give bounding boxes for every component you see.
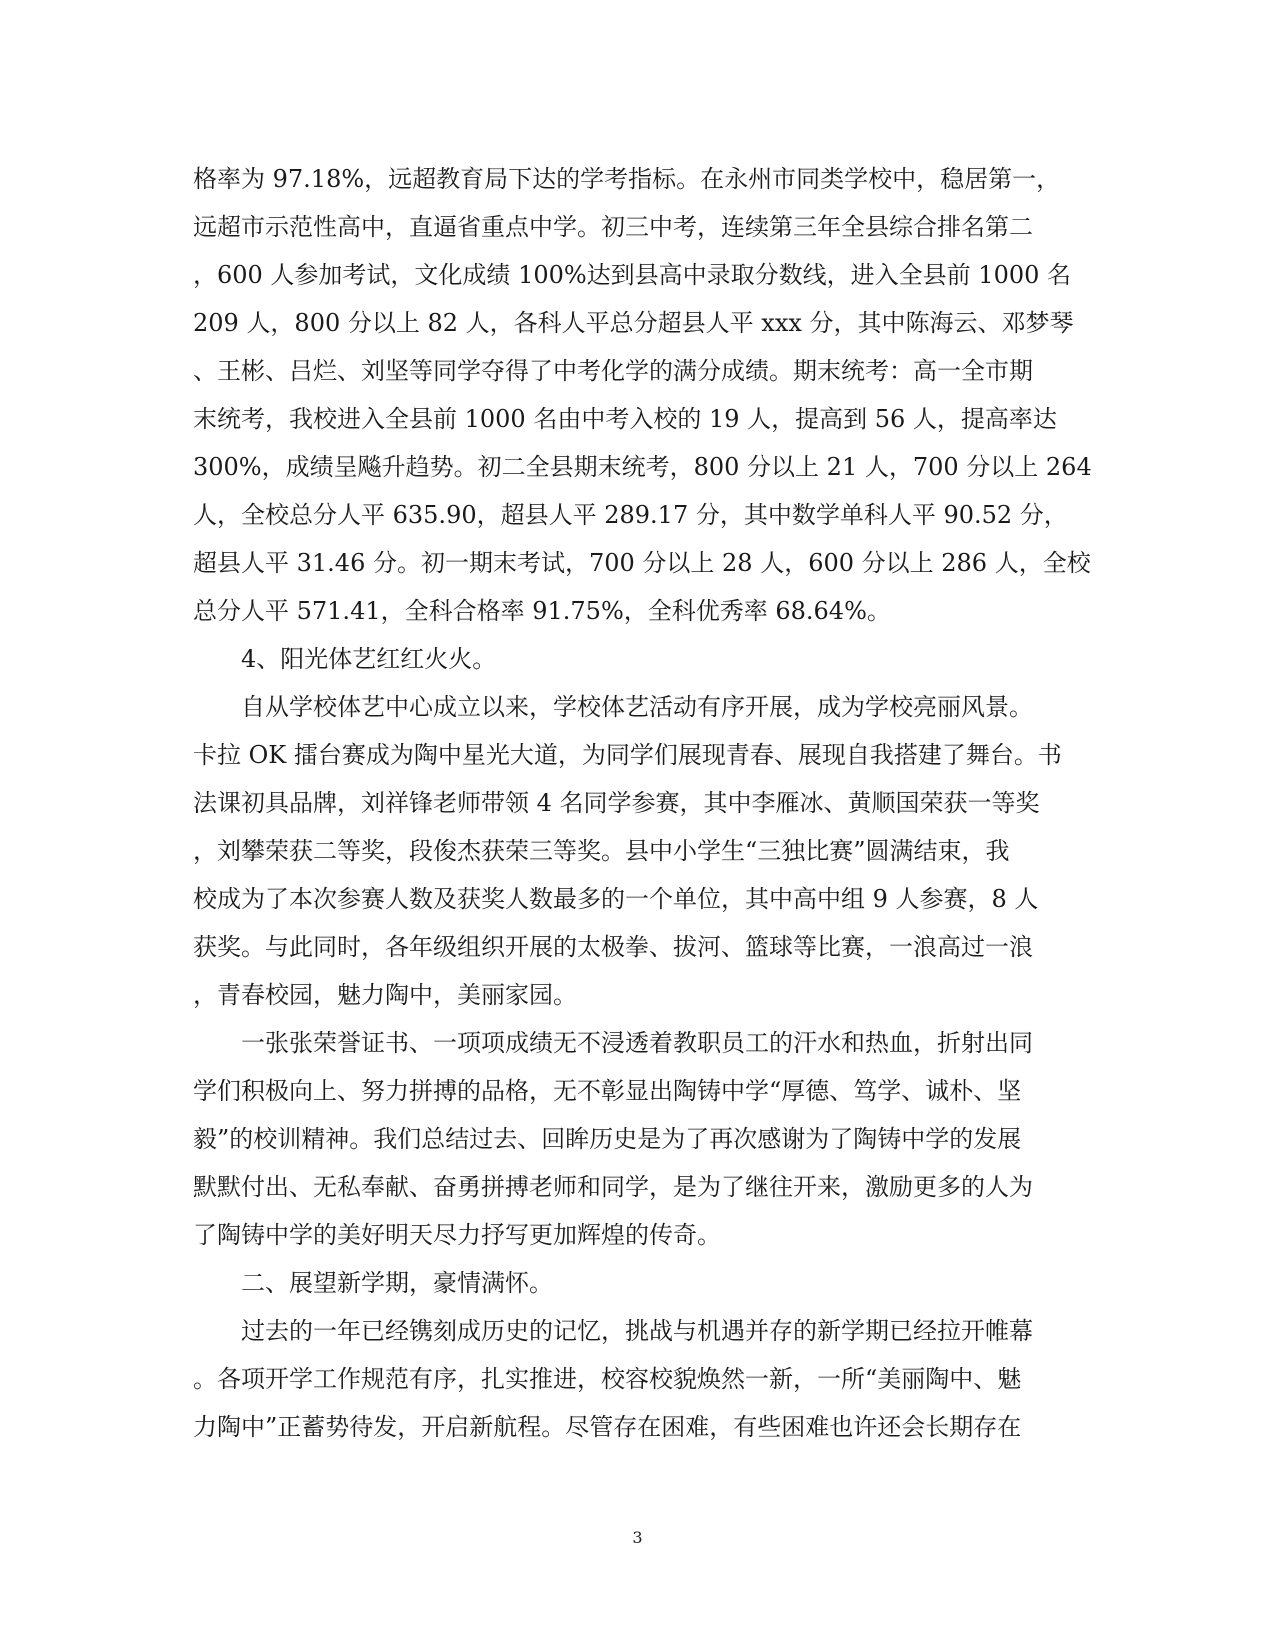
text-line: 格率为 97.18%，远超教育局下达的学考指标。在永州市同类学校中，稳居第一， — [193, 165, 1061, 193]
text-line: 毅”的校训精神。我们总结过去、回眸历史是为了再次感谢为了陶铸中学的发展 — [193, 1125, 1022, 1153]
text-line: 。各项开学工作规范有序，扎实推进，校容校貌焕然一新，一所“美丽陶中、魅 — [193, 1365, 1022, 1393]
page-number: 3 — [632, 1528, 643, 1547]
text-line: 总分人平 571.41，全科合格率 91.75%，全科优秀率 68.64%。 — [193, 597, 891, 625]
text-line: ，600 人参加考试，文化成绩 100%达到县高中录取分数线，进入全县前 1000 名 — [193, 261, 1072, 289]
section-heading: 4、阳光体艺红红火火。 — [193, 645, 497, 673]
text-line: 过去的一年已经镌刻成历史的记忆，挑战与机遇并存的新学期已经拉开帷幕 — [193, 1317, 1033, 1345]
text-line: 默默付出、无私奉献、奋勇拼搏老师和同学，是为了继往开来，激励更多的人为 — [193, 1173, 1033, 1201]
text-line: 法课初具品牌，刘祥锋老师带领 4 名同学参赛，其中李雁冰、黄顺国荣获一等奖 — [193, 789, 1040, 817]
text-line: 远超市示范性高中，直逼省重点中学。初三中考，连续第三年全县综合排名第二 — [193, 213, 1033, 241]
text-line: 末统考，我校进入全县前 1000 名由中考入校的 19 人，提高到 56 人，提高率达 — [193, 405, 1057, 433]
text-line: 一张张荣誉证书、一项项成绩无不浸透着教职员工的汗水和热血，折射出同 — [193, 1029, 1033, 1057]
text-line: 获奖。与此同时，各年级组织开展的太极拳、拔河、篮球等比赛，一浪高过一浪 — [193, 933, 1033, 961]
text-line: 、王彬、吕烂、刘坚等同学夺得了中考化学的满分成绩。期末统考：高一全市期 — [193, 357, 1033, 385]
text-line: 人，全校总分人平 635.90，超县人平 289.17 分，其中数学单科人平 90.52 分， — [193, 501, 1068, 529]
body-text — [193, 155, 1093, 1451]
text-line: 300%，成绩呈飚升趋势。初二全县期末统考，800 分以上 21 人，700 分以上 264 — [193, 453, 1092, 481]
text-line: ，刘攀荣获二等奖，段俊杰获荣三等奖。县中小学生“三独比赛”圆满结束，我 — [193, 837, 1010, 865]
text-line: 校成为了本次参赛人数及获奖人数最多的一个单位，其中高中组 9 人参赛，8 人 — [193, 885, 1039, 913]
text-line: 学们积极向上、努力拼搏的品格，无不彰显出陶铸中学“厚德、笃学、诚朴、坚 — [193, 1077, 1022, 1105]
section-heading: 二、展望新学期，豪情满怀。 — [193, 1269, 553, 1297]
text-line: 209 人，800 分以上 82 人，各科人平总分超县人平 xxx 分，其中陈海云、邓梦琴 — [193, 309, 1074, 337]
text-line: 力陶中”正蓄势待发，开启新航程。尽管存在困难，有些困难也许还会长期存在 — [193, 1413, 1022, 1441]
text-line: 超县人平 31.46 分。初一期末考试，700 分以上 28 人，600 分以上 286 人，全校 — [193, 549, 1091, 577]
text-line: ，青春校园，魅力陶中，美丽家园。 — [193, 981, 577, 1009]
text-line: 了陶铸中学的美好明天尽力抒写更加辉煌的传奇。 — [193, 1221, 721, 1249]
text-line: 自从学校体艺中心成立以来，学校体艺活动有序开展，成为学校亮丽风景。 — [193, 693, 1033, 721]
text-line: 卡拉 OK 擂台赛成为陶中星光大道，为同学们展现青春、展现自我搭建了舞台。书 — [193, 741, 1062, 769]
